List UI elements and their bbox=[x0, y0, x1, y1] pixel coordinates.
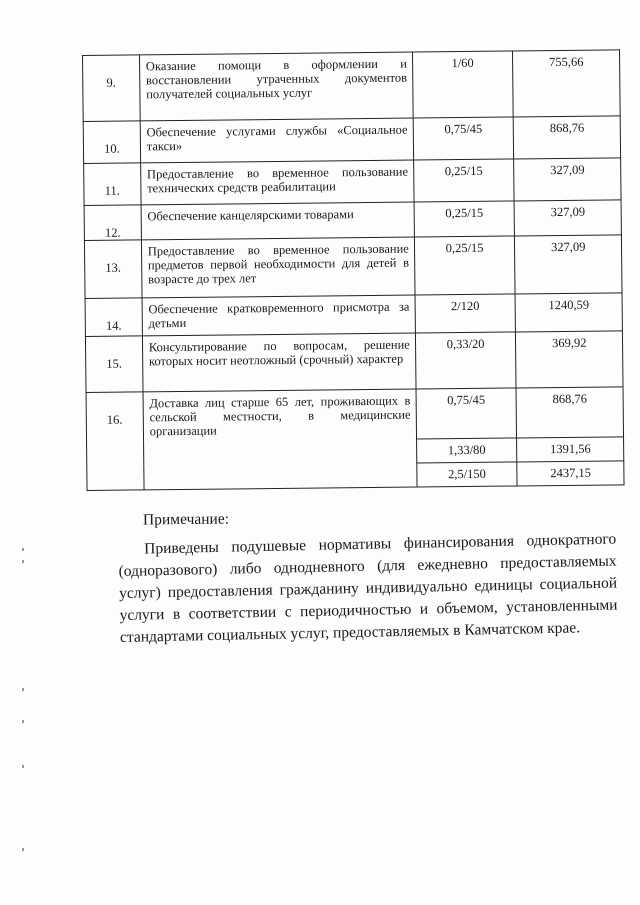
service-description: Обеспечение кратковременного присмотра за детьми bbox=[142, 295, 415, 336]
service-description: Доставка лиц старше 65 лет, проживающих в сельской местности, в медицинские организации bbox=[143, 389, 417, 490]
table-row bbox=[84, 158, 621, 206]
norm-value: 1,33/80 bbox=[416, 438, 517, 463]
norm-value: 1/60 bbox=[412, 51, 513, 118]
table-row bbox=[86, 387, 623, 443]
norm-value: 2/120 bbox=[415, 294, 516, 333]
service-description: Предоставление во временное пользование технических средств реабилитации bbox=[140, 160, 413, 205]
margin-mark bbox=[22, 848, 24, 851]
margin-mark bbox=[22, 720, 24, 723]
norm-value: 0,75/45 bbox=[416, 388, 517, 439]
margin-mark bbox=[22, 688, 24, 691]
table-row bbox=[83, 50, 621, 122]
row-number: 12. bbox=[84, 205, 141, 241]
service-description: Обеспечение услугами службы «Социальное такси» bbox=[140, 118, 413, 163]
cost-value: 755,66 bbox=[513, 50, 620, 117]
cost-value: 1391,56 bbox=[517, 437, 624, 462]
row-number: 15. bbox=[85, 336, 142, 393]
row-number: 13. bbox=[84, 240, 141, 299]
service-description: Предоставление во временное пользование предметов первой необходимости для детей в возрасте до трех лет bbox=[141, 237, 415, 298]
service-description: Оказание помощи в оформлении и восстановлении утраченных документов получателей социальных услуг bbox=[139, 52, 413, 121]
norm-value: 2,5/150 bbox=[417, 462, 518, 487]
row-number: 10. bbox=[83, 121, 140, 164]
cost-value: 868,76 bbox=[514, 116, 621, 159]
row-number: 14. bbox=[85, 298, 142, 337]
cost-value: 1240,59 bbox=[515, 293, 622, 332]
cost-value: 327,09 bbox=[514, 158, 621, 201]
cost-value: 868,76 bbox=[516, 387, 623, 438]
cost-value: 2437,15 bbox=[517, 461, 624, 486]
norm-value: 0,25/15 bbox=[413, 159, 514, 202]
norm-value: 0,25/15 bbox=[414, 236, 515, 295]
row-number: 11. bbox=[84, 163, 141, 206]
table-row bbox=[84, 235, 622, 299]
norm-value: 0,25/15 bbox=[414, 201, 515, 237]
margin-mark bbox=[22, 765, 24, 768]
table-row bbox=[84, 200, 621, 241]
service-description: Консультирование по вопросам, решение которых носит неотложный (срочный) характер bbox=[142, 333, 416, 392]
norm-value: 0,75/45 bbox=[413, 117, 514, 160]
table-row bbox=[83, 116, 620, 164]
cost-value: 327,09 bbox=[514, 200, 621, 236]
margin-mark bbox=[22, 560, 24, 563]
table-row bbox=[85, 293, 622, 337]
table-row bbox=[85, 331, 623, 393]
margin-mark bbox=[22, 548, 24, 551]
norm-value: 0,33/20 bbox=[415, 332, 516, 389]
cost-value: 369,92 bbox=[516, 331, 623, 388]
service-description: Обеспечение канцелярскими товарами bbox=[141, 202, 414, 240]
row-number: 16. bbox=[86, 392, 144, 491]
row-number: 9. bbox=[83, 55, 140, 122]
services-table bbox=[82, 49, 625, 491]
note-body: Приведены подушевые нормативы финансирования однократного (одноразового) либо однодневного (для ежедневно предоставляемых услуг) предоставления гражданину индивидуально единицы социальной услуги в соответствии с периодичностью и объемом, установленными стандартами социальных услуг, предоставляемых в Камчатском крае. bbox=[118, 530, 618, 646]
note-title: Примечание: bbox=[142, 510, 230, 529]
cost-value: 327,09 bbox=[515, 235, 622, 294]
